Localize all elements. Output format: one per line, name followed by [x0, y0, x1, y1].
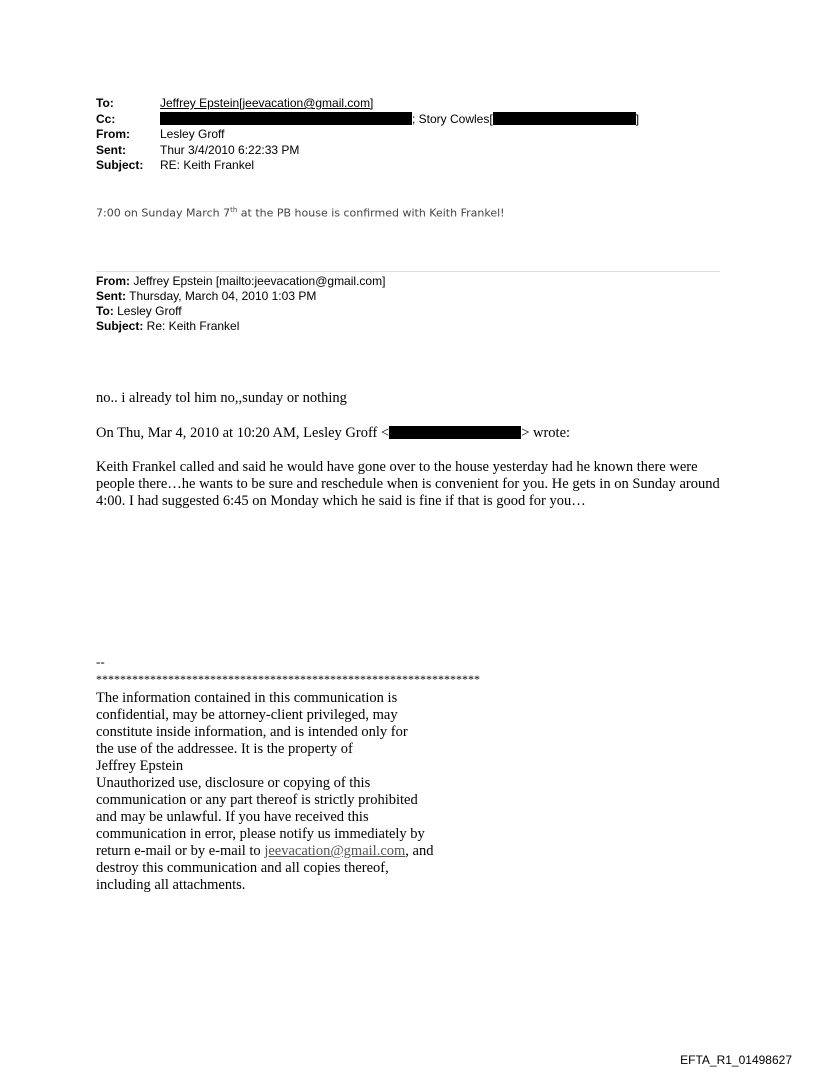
- sent-label: Sent:: [96, 142, 126, 157]
- subject-value: RE: Keith Frankel: [160, 158, 255, 172]
- disclaimer: [96, 690, 496, 894]
- fwd-subject-value: Re: Keith Frankel: [143, 319, 240, 333]
- fwd-sent-label: Sent:: [96, 289, 126, 303]
- from-label: From:: [96, 127, 130, 141]
- email-link[interactable]: jeevacation@gmail.com: [264, 843, 406, 859]
- disclaimer-line: Jeffrey Epstein: [96, 758, 184, 774]
- return-before: return e-mail or by e-mail to: [96, 843, 265, 859]
- signature-stars: ****************************************************************: [96, 672, 480, 686]
- subject-label: Subject:: [96, 158, 144, 172]
- fwd-sent-value: Thursday, March 04, 2010 1:03 PM: [126, 289, 317, 303]
- redaction-box: [389, 426, 521, 439]
- to-label: To:: [96, 96, 114, 110]
- from-value: Lesley Groff: [160, 127, 225, 141]
- disclaimer-line: The information contained in this communication is: [96, 690, 398, 706]
- disclaimer-line: communication in error, please notify us immediately by: [96, 826, 425, 842]
- disclaimer-line: Unauthorized use, disclosure or copying of this: [96, 775, 371, 791]
- redaction-box: [493, 112, 636, 125]
- disclaimer-line: including all attachments.: [96, 877, 246, 893]
- cc-end: ]: [635, 111, 640, 126]
- redaction-box: [160, 112, 412, 125]
- quote-intro: [96, 425, 570, 442]
- fwd-to-row: [96, 304, 385, 319]
- disclaimer-line: and may be unlawful. If you have received this: [96, 809, 369, 825]
- separator-line: [96, 271, 720, 272]
- confirmation-before: 7:00 on Sunday March 7: [96, 206, 231, 220]
- reply-text: no.. i already tol him no,,sunday or nothing: [96, 390, 347, 406]
- to-value: Jeffrey Epstein[jeevacation@gmail.com]: [160, 96, 374, 110]
- fwd-to-label: To:: [96, 304, 114, 318]
- cc-value: [160, 112, 639, 128]
- fwd-from-label: From:: [96, 274, 130, 288]
- disclaimer-line: constitute inside information, and is intended only for: [96, 724, 408, 740]
- document-id: EFTA_R1_01498627: [680, 1053, 792, 1067]
- quoted-message: Keith Frankel called and said he would have gone over to the house yesterday had he known there were people there…he wants to be sure and reschedule when is convenient for you. He gets in on Sunday around 4:00. I had suggested 6:45 on Monday which he said is fine if that is good for you…: [96, 459, 720, 509]
- quote-intro-after: > wrote:: [521, 425, 571, 441]
- disclaimer-line: the use of the addressee. It is the property of: [96, 741, 353, 757]
- disclaimer-return-line: [96, 843, 496, 860]
- fwd-subject-row: [96, 319, 385, 334]
- disclaimer-line: communication or any part thereof is strictly prohibited: [96, 792, 418, 808]
- disclaimer-line: confidential, may be attorney-client privileged, may: [96, 707, 398, 723]
- confirmation-sup: th: [230, 206, 238, 214]
- return-after: , and: [405, 843, 434, 859]
- fwd-sent-row: [96, 289, 385, 304]
- confirmation-text: [96, 206, 505, 220]
- fwd-subject-label: Subject:: [96, 319, 144, 333]
- quote-intro-before: On Thu, Mar 4, 2010 at 10:20 AM, Lesley Groff <: [96, 425, 390, 441]
- fwd-from-row: [96, 274, 385, 289]
- disclaimer-line: destroy this communication and all copies thereof,: [96, 860, 389, 876]
- cc-separator: ; Story Cowles[: [412, 111, 493, 126]
- fwd-to-value: Lesley Groff: [113, 304, 182, 318]
- confirmation-after: at the PB house is confirmed with Keith Frankel!: [237, 206, 505, 220]
- signature-dashes: --: [96, 654, 105, 669]
- fwd-from-value: Jeffrey Epstein [mailto:jeevacation@gmail.com]: [130, 274, 386, 288]
- sent-value: Thur 3/4/2010 6:22:33 PM: [160, 142, 300, 157]
- forwarded-header: [96, 274, 385, 334]
- cc-label: Cc:: [96, 111, 116, 126]
